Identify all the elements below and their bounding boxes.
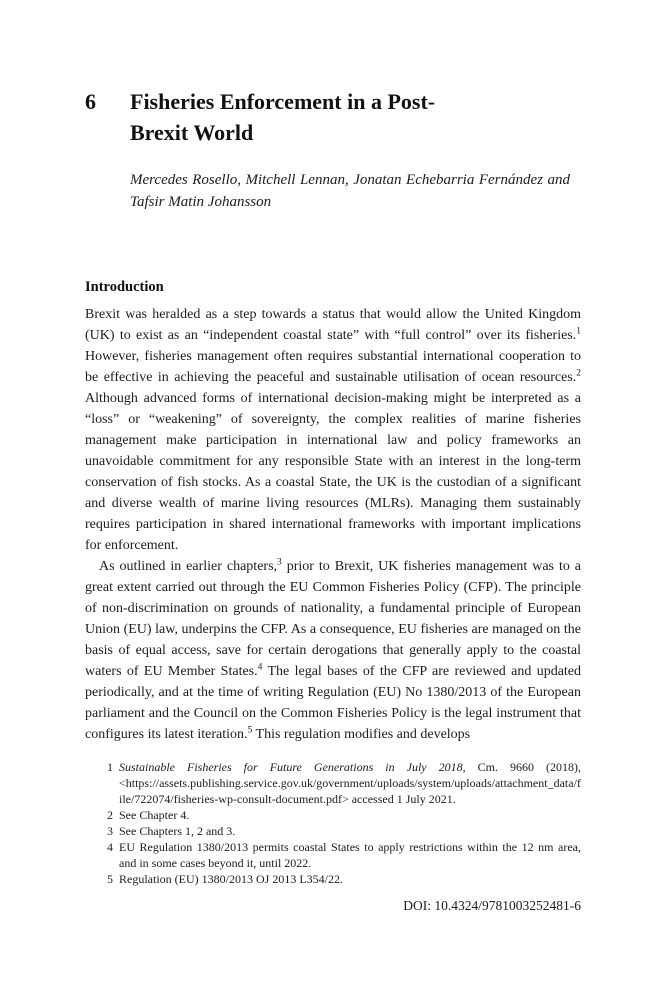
footnote-marker-1: 1 — [576, 326, 581, 337]
footnote-number: 5 — [107, 872, 113, 886]
footnote-marker-3: 3 — [277, 557, 282, 568]
footnote-item-4 — [85, 839, 581, 871]
chapter-number: 6 — [85, 89, 96, 114]
footnote-text — [119, 759, 581, 807]
section-heading: Introduction — [85, 279, 164, 295]
footnote-number: 4 — [107, 840, 113, 854]
authors: Mercedes Rosello, Mitchell Lennan, Jonatan Echebarria Fernández and Tafsir Matin Johansson — [130, 172, 570, 210]
footnote-text-rest: , Cm. 9660 (2018), <https://assets.publishing.service.gov.uk/government/uploads/system/uploads/attachment_data/file/722074/fisheries-wp-consult-document.pdf> accessed 1 July 2021. — [119, 760, 581, 806]
footnote-marker-4: 4 — [257, 662, 263, 673]
footnote-marker-5: 5 — [247, 725, 253, 736]
footnote-item-2 — [85, 807, 581, 823]
footnote-text: EU Regulation 1380/2013 permits coastal States to apply restrictions within the 12 nm area, and in some cases beyond it, until 2022. — [119, 840, 581, 870]
paragraph-text: As outlined in earlier chapters, — [99, 559, 278, 574]
paragraph-text: The legal bases of the CFP are reviewed and updated periodically, and at the time of writing Regulation (EU) No 1380/2013 of the European parliament and the Council on the Common Fisheries Policy is the legal instrument that configures its latest iteration. — [85, 664, 582, 742]
chapter-title-text: Fisheries Enforcement in a Post-Brexit World — [130, 89, 436, 145]
footnote-text: Regulation (EU) 1380/2013 OJ 2013 L354/22. — [119, 872, 343, 886]
footnote-text: See Chapters 1, 2 and 3. — [119, 824, 236, 838]
paragraph-1 — [85, 304, 581, 556]
paragraph-2 — [85, 556, 581, 745]
footnotes-section — [85, 759, 581, 887]
footnote-item-1 — [85, 759, 581, 807]
paragraph-text: However, fisheries management often requires substantial international cooperation to be effective in achieving the peaceful and sustainable utilisation of ocean resources. — [85, 349, 581, 385]
paragraph-text: Brexit was heralded as a step towards a status that would allow the United Kingdom (UK) to exist as an “independent coastal state” with “full control” over its fisheries. — [85, 307, 581, 343]
footnote-marker-2: 2 — [576, 368, 581, 379]
footnote-item-3 — [85, 823, 581, 839]
paragraph-text: prior to Brexit, UK fisheries management was to a great extent carried out through the EU Common Fisheries Policy (CFP). The principle of non-discrimination on grounds of nationality, a fundamental principle of European Union (EU) law, underpins the CFP. As a consequence, EU fisheries are managed on the basis of equal access, save for certain derogations that generally apply to the coastal waters of EU Member States. — [85, 559, 581, 679]
paragraph-text: This regulation modifies and develops — [252, 727, 471, 742]
footnote-text: See Chapter 4. — [119, 808, 190, 822]
footnote-source-title: Sustainable Fisheries for Future Generations in July 2018 — [119, 760, 463, 774]
doi: DOI: 10.4324/9781003252481-6 — [403, 898, 581, 913]
paragraph-text: Although advanced forms of international decision-making might be interpreted as a “loss” or “weakening” of sovereignty, the complex realities of marine fisheries management make participation in international law and policy frameworks an unavoidable commitment for any responsible State with an interest in the long-term conservation of fish stocks. As a coastal State, the UK is the custodian of a significant and diverse wealth of marine living resources (MLRs). Managing them sustainably requires participation in shared international frameworks with important implications for enforcement. — [85, 391, 581, 553]
chapter-title — [85, 86, 581, 148]
footnote-number: 1 — [107, 760, 113, 774]
footnote-number: 3 — [107, 824, 113, 838]
footnote-item-5 — [85, 871, 581, 887]
footnote-number: 2 — [107, 808, 113, 822]
